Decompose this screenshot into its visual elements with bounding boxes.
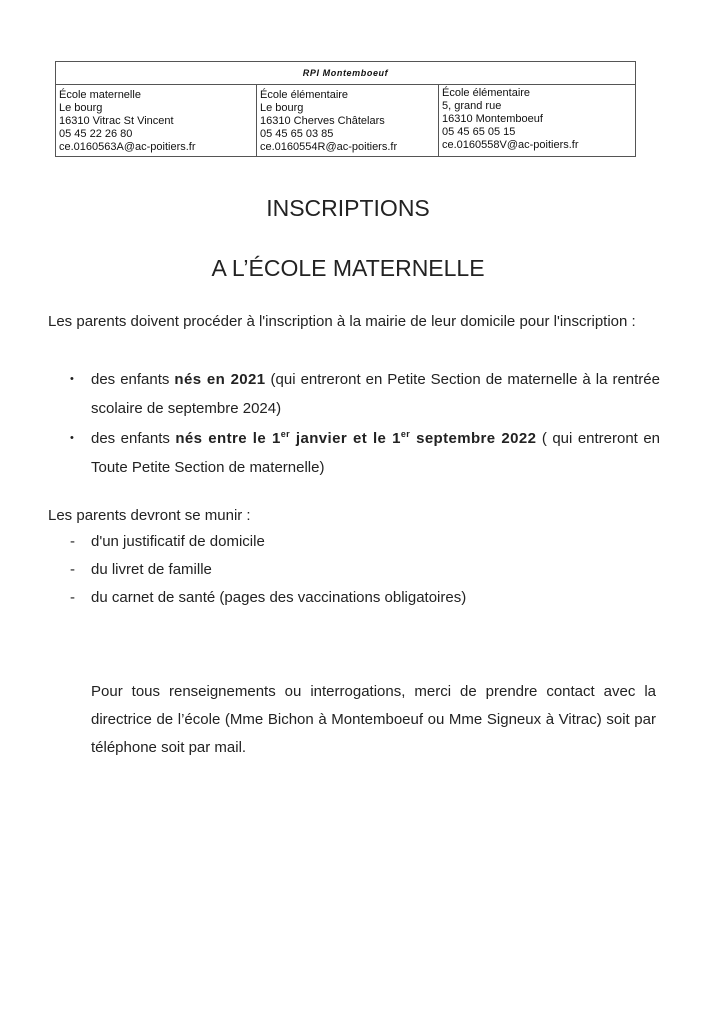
school-phone: 05 45 65 05 15 [442, 126, 516, 138]
dash-icon: - [70, 533, 75, 550]
intro-paragraph: Les parents doivent procéder à l'inscription à la mairie de leur domicile pour l'inscription : [48, 313, 636, 330]
school-column-vitrac [56, 85, 257, 156]
school-column-cherves [257, 85, 439, 156]
school-email: ce.0160563A@ac-poitiers.fr [59, 141, 196, 153]
list-item [70, 365, 660, 423]
school-address-line1: Le bourg [59, 102, 103, 114]
document-title: INSCRIPTIONS [266, 195, 430, 221]
school-phone: 05 45 22 26 80 [59, 128, 133, 140]
contact-paragraph: Pour tous renseignements ou interrogations, merci de prendre contact avec la directrice de l’école (Mme Bichon à Montemboeuf ou Mme Signeux à Vitrac) soit par téléphone soit par mail. [91, 683, 656, 756]
item-text: des enfants [91, 371, 175, 388]
school-name: École élémentaire [442, 87, 531, 99]
item-bold-text: nés entre le 1er janvier et le 1er septembre 2022 [175, 429, 537, 447]
school-address-line2: 16310 Vitrac St Vincent [59, 115, 174, 127]
list-item [70, 556, 466, 584]
school-email: ce.0160554R@ac-poitiers.fr [260, 141, 398, 153]
school-address-line1: 5, grand rue [442, 100, 502, 112]
bullet-icon: • [70, 432, 74, 444]
eligibility-list [70, 365, 660, 483]
school-email: ce.0160558V@ac-poitiers.fr [442, 139, 579, 151]
item-text: du livret de famille [91, 561, 212, 578]
documents-heading: Les parents devront se munir : [48, 507, 251, 524]
list-item [70, 584, 466, 612]
school-name: École élémentaire [260, 89, 349, 101]
school-header-table [55, 61, 636, 157]
school-columns [56, 85, 635, 156]
item-text: d'un justificatif de domicile [91, 533, 265, 550]
document-subtitle: A L’ÉCOLE MATERNELLE [211, 255, 485, 281]
dash-icon: - [70, 561, 75, 578]
dash-icon: - [70, 589, 75, 606]
school-name: École maternelle [59, 89, 141, 101]
school-address-line2: 16310 Montemboeuf [442, 113, 543, 125]
bullet-icon: • [70, 373, 74, 385]
list-item [70, 424, 660, 482]
school-column-montemboeuf [439, 85, 635, 156]
item-text: du carnet de santé (pages des vaccinations obligatoires) [91, 589, 467, 606]
school-address-line2: 16310 Cherves Châtelars [260, 115, 385, 127]
list-item [70, 528, 466, 556]
item-bold-text: nés en 2021 [174, 371, 266, 388]
documents-list [70, 528, 466, 612]
school-phone: 05 45 65 03 85 [260, 128, 334, 140]
school-address-line1: Le bourg [260, 102, 304, 114]
rpi-title: RPI Montemboeuf [56, 62, 635, 85]
item-text: (qui entreront en Petite Section de maternelle à la rentrée scolaire de septembre 2024) [91, 371, 660, 417]
item-text: ( qui entreront en Toute Petite Section de maternelle) [91, 430, 661, 476]
item-text: des enfants [91, 430, 176, 447]
